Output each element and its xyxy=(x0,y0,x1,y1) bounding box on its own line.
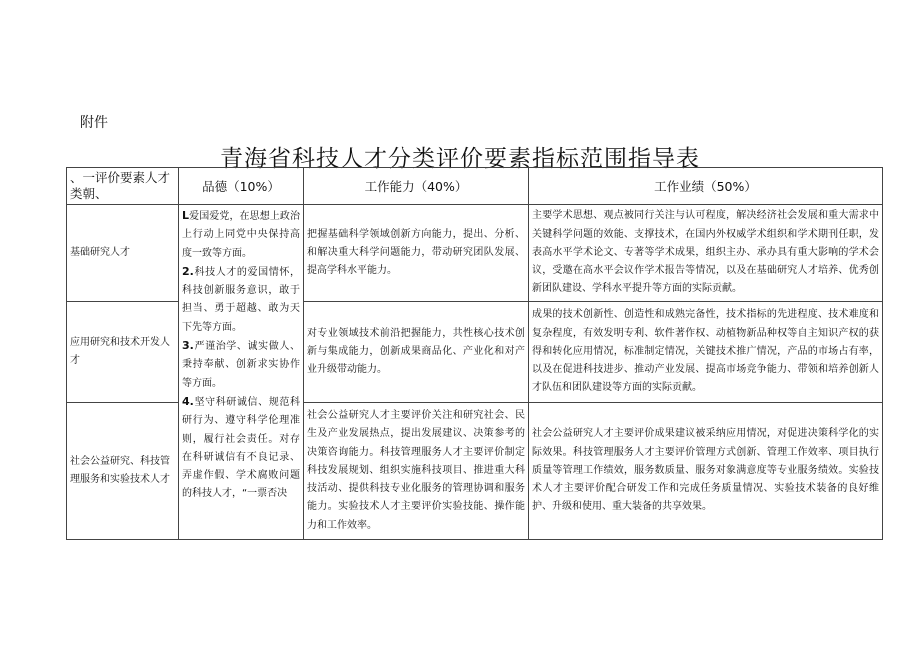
morality-item-number: 2. xyxy=(182,264,194,278)
performance-cell-public-welfare: 社会公益研究人才主要评价成果建议被采纳应用情况，对促进决策科学化的实际效果。科技管理服务人才主要评价管理方式创新、管理工作效率、项目执行质量等管理工作绩效，服务数质量、服务对象满意度等专业服务绩效。实验技术人才主要评价配合研发工作和完成任务质量情况、实验技术装备的良好维护、升级和使用、重大装备的共享效果。 xyxy=(529,403,883,540)
morality-item xyxy=(182,207,300,263)
ability-cell-applied-research: 对专业领域技术前沿把握能力，共性核心技术创新与集成能力，创新成果商品化、产业化和对产业升级带动能力。 xyxy=(304,302,529,403)
morality-item-text: 严谨治学、诚实做人、秉持奉献、创新求实协作等方面。 xyxy=(182,341,300,389)
performance-cell-basic-research: 主要学术思想、观点被同行关注与认可程度，解决经济社会发展和重大需求中关键科学问题的效能、支撑技术，在国内外权威学术组织和学术期刊任职，发表高水平学术论文、专著等学术成果，组织主办、承办具有重大影响的学术会议，受邀在高水平会议作学术报告等情况，以及在基础研究人才培养、优秀创新团队建设、学科水平提升等方面的实际贡献。 xyxy=(529,205,883,302)
morality-item xyxy=(182,263,300,337)
ability-cell-public-welfare: 社会公益研究人才主要评价关注和研究社会、民生及产业发展热点，提出发展建议、决策参考的决策咨询能力。科技管理服务人才主要评价制定科技发展规划、组织实施科技项目、推进重大科技活动、提供科技专业化服务的管理协调和服务能力。实验技术人才主要评价实验技能、操作能力和工作效率。 xyxy=(304,403,529,540)
corner-header: 、一评价要素人才类朝、 xyxy=(67,168,179,205)
document-title: 青海省科技人才分类评价要素指标范围指导表 xyxy=(220,146,700,172)
header-ability: 工作能力（40%） xyxy=(304,168,529,205)
morality-item-text: 坚守科研诚信、规范科研行为、遵守科学伦理准则，履行社会责任。对存在科研诚信有不良记录、弄虚作假、学术腐败问题的科技人才，“一票否决 xyxy=(182,396,300,500)
table-row xyxy=(67,205,883,302)
attachment-label: 附件 xyxy=(80,115,108,131)
morality-item-text: 科技人才的爱国情怀，科技创新服务意识，敢于担当、勇于超越、敢为天下先等方面。 xyxy=(182,266,300,333)
header-performance: 工作业绩（50%） xyxy=(529,168,883,205)
row-label-basic-research: 基础研究人才 xyxy=(67,205,179,302)
morality-item xyxy=(182,393,300,504)
morality-item-number: 3. xyxy=(182,339,194,353)
table-header-row xyxy=(67,168,883,205)
performance-cell-applied-research: 成果的技术创新性、创造性和成熟完备性，技术指标的先进程度、技术难度和复杂程度，有效发明专利、软件著作权、动植物新品种权等自主知识产权的获得和转化应用情况，标准制定情况，关键技术推广情况，产品的市场占有率，以及在促进科技进步、推动产业发展、提高市场竞争能力、带领和培养创新人才队伍和团队建设等方面的实际贡献。 xyxy=(529,302,883,403)
morality-item-number: 4. xyxy=(182,394,194,408)
morality-item xyxy=(182,337,300,393)
morality-item-text: 爱国爱党，在思想上政治上行动上同党中央保持高度一致等方面。 xyxy=(182,211,300,259)
morality-item-number: L xyxy=(182,209,190,222)
row-label-public-welfare: 社会公益研究、科技管理服务和实验技术人才 xyxy=(67,403,179,540)
header-morality: 品德（10%） xyxy=(179,168,304,205)
morality-cell xyxy=(179,205,304,540)
ability-cell-basic-research: 把握基础科学领域创新方向能力，提出、分析、和解决重大科学问题能力，带动研究团队发展、提高学科水平能力。 xyxy=(304,205,529,302)
evaluation-table xyxy=(66,167,883,540)
row-label-applied-research: 应用研究和技术开发人才 xyxy=(67,302,179,403)
